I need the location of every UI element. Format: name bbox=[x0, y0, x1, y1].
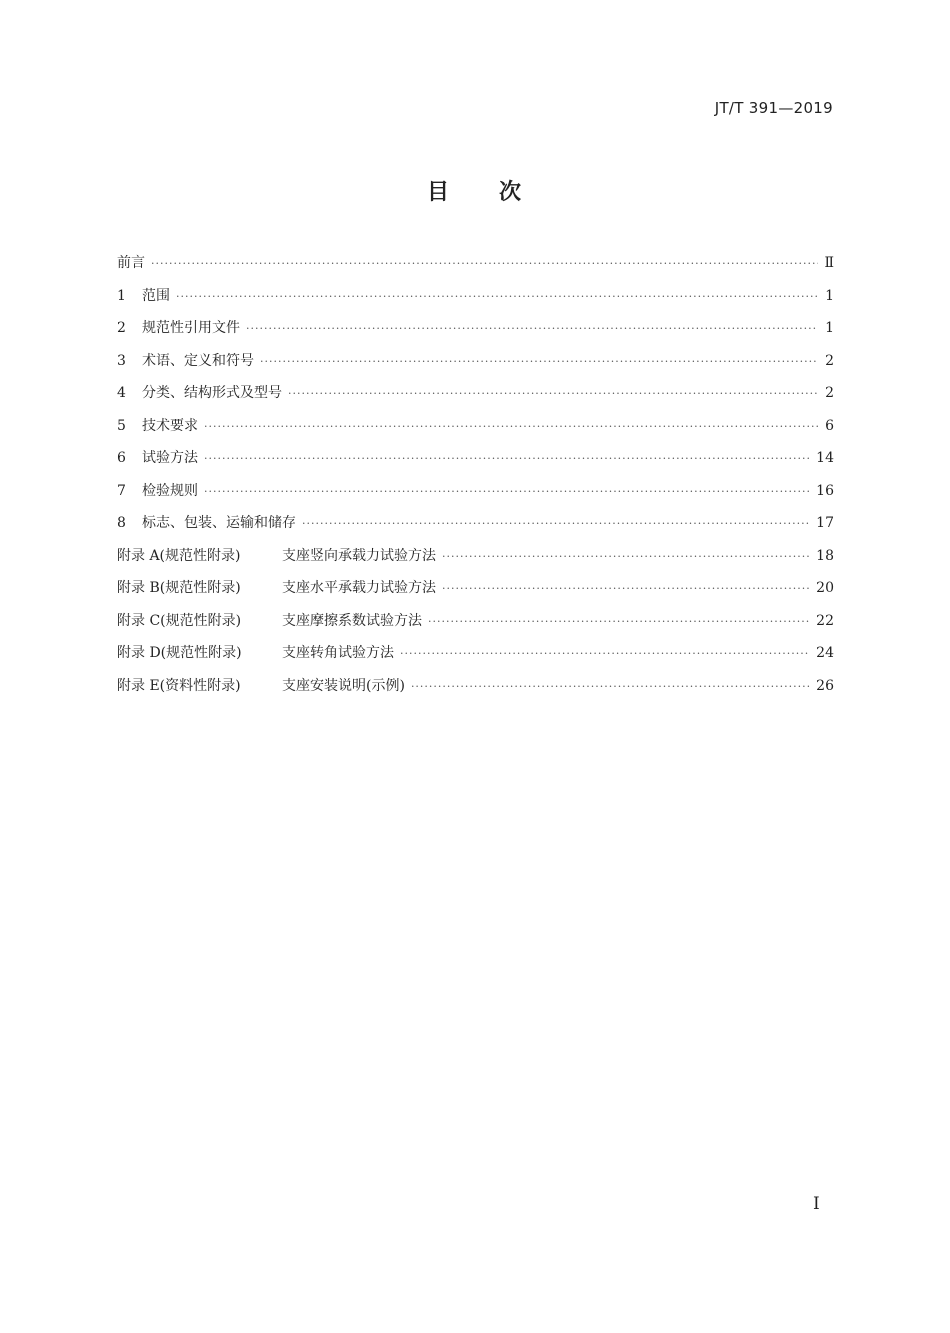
toc-entry-page: 16 bbox=[816, 482, 834, 499]
dot-leader bbox=[151, 257, 818, 270]
toc-appendix-label: 附录 A(规范性附录) bbox=[117, 547, 241, 564]
title-char-1: 目 bbox=[426, 180, 451, 205]
toc-entry[interactable] bbox=[117, 675, 834, 708]
page-title bbox=[0, 175, 950, 206]
toc-entry[interactable] bbox=[117, 577, 834, 610]
toc-entry[interactable] bbox=[117, 610, 834, 643]
toc-entry-page: 22 bbox=[816, 612, 834, 629]
toc-entry[interactable] bbox=[117, 480, 834, 513]
toc-entry-number: 6 bbox=[117, 450, 126, 466]
toc-entry-number: 7 bbox=[117, 482, 126, 499]
toc-entry-page: 2 bbox=[825, 385, 834, 401]
toc-entry-title: 技术要求 bbox=[142, 417, 198, 434]
toc-entry[interactable] bbox=[117, 447, 834, 480]
document-code: JT/T 391—2019 bbox=[714, 99, 833, 117]
toc-entry-title: 支座转角试验方法 bbox=[282, 645, 394, 661]
toc-entry-title: 试验方法 bbox=[142, 450, 198, 466]
toc-entry-title: 范围 bbox=[142, 287, 170, 304]
toc-entry-page: 17 bbox=[816, 515, 834, 531]
toc-entry[interactable] bbox=[117, 285, 834, 318]
toc-entry-page: 1 bbox=[825, 320, 834, 336]
toc-appendix-label: 附录 E(资料性附录) bbox=[117, 677, 241, 694]
toc-entry-page: 14 bbox=[816, 450, 834, 466]
title-char-2: 次 bbox=[499, 180, 524, 205]
dot-leader bbox=[400, 647, 810, 660]
toc-entry-number: 2 bbox=[117, 320, 126, 336]
table-of-contents bbox=[117, 252, 834, 707]
toc-entry-number: 3 bbox=[117, 352, 126, 369]
toc-entry-page: 26 bbox=[816, 677, 834, 694]
toc-appendix-label: 附录 D(规范性附录) bbox=[117, 645, 242, 661]
dot-leader bbox=[204, 485, 810, 498]
toc-entry-title: 标志、包装、运输和储存 bbox=[142, 515, 296, 531]
toc-entry-page: 6 bbox=[825, 417, 834, 434]
toc-entry-number: 4 bbox=[117, 385, 126, 401]
toc-entry-title: 规范性引用文件 bbox=[142, 320, 240, 336]
dot-leader bbox=[260, 355, 818, 368]
toc-entry-number: 5 bbox=[117, 417, 126, 434]
toc-entry[interactable] bbox=[117, 642, 834, 675]
toc-entry-title: 术语、定义和符号 bbox=[142, 352, 254, 369]
toc-appendix-label: 附录 B(规范性附录) bbox=[117, 580, 241, 596]
dot-leader bbox=[288, 387, 818, 400]
dot-leader bbox=[411, 680, 810, 693]
toc-entry-page: 2 bbox=[825, 352, 834, 369]
dot-leader bbox=[246, 322, 818, 335]
toc-entry-title: 支座摩擦系数试验方法 bbox=[282, 612, 422, 629]
toc-appendix-label: 附录 C(规范性附录) bbox=[117, 612, 242, 629]
toc-entry[interactable] bbox=[117, 415, 834, 448]
toc-entry[interactable] bbox=[117, 252, 834, 285]
dot-leader bbox=[428, 615, 810, 628]
dot-leader bbox=[204, 420, 818, 433]
toc-entry-page: 24 bbox=[816, 645, 834, 661]
toc-entry[interactable] bbox=[117, 382, 834, 415]
dot-leader bbox=[442, 550, 810, 563]
toc-entry-number: 8 bbox=[117, 515, 126, 531]
toc-entry-page: 18 bbox=[816, 547, 834, 564]
toc-entry[interactable] bbox=[117, 350, 834, 383]
toc-entry[interactable] bbox=[117, 512, 834, 545]
toc-entry-title: 支座竖向承载力试验方法 bbox=[282, 547, 436, 564]
toc-entry-page: 20 bbox=[816, 580, 834, 596]
toc-entry[interactable] bbox=[117, 545, 834, 578]
dot-leader bbox=[176, 290, 818, 303]
page-number: I bbox=[813, 1194, 820, 1214]
toc-entry-title: 前言 bbox=[117, 255, 145, 271]
dot-leader bbox=[204, 452, 810, 465]
toc-entry-number: 1 bbox=[117, 287, 126, 304]
toc-entry-page: 1 bbox=[825, 287, 834, 304]
toc-entry-page: Ⅱ bbox=[824, 255, 834, 271]
toc-entry-title: 支座安装说明(示例) bbox=[282, 677, 405, 694]
toc-entry-title: 检验规则 bbox=[142, 482, 198, 499]
toc-entry-title: 分类、结构形式及型号 bbox=[142, 385, 282, 401]
dot-leader bbox=[442, 582, 810, 595]
toc-entry-title: 支座水平承载力试验方法 bbox=[282, 580, 436, 596]
toc-entry[interactable] bbox=[117, 317, 834, 350]
dot-leader bbox=[302, 517, 810, 530]
